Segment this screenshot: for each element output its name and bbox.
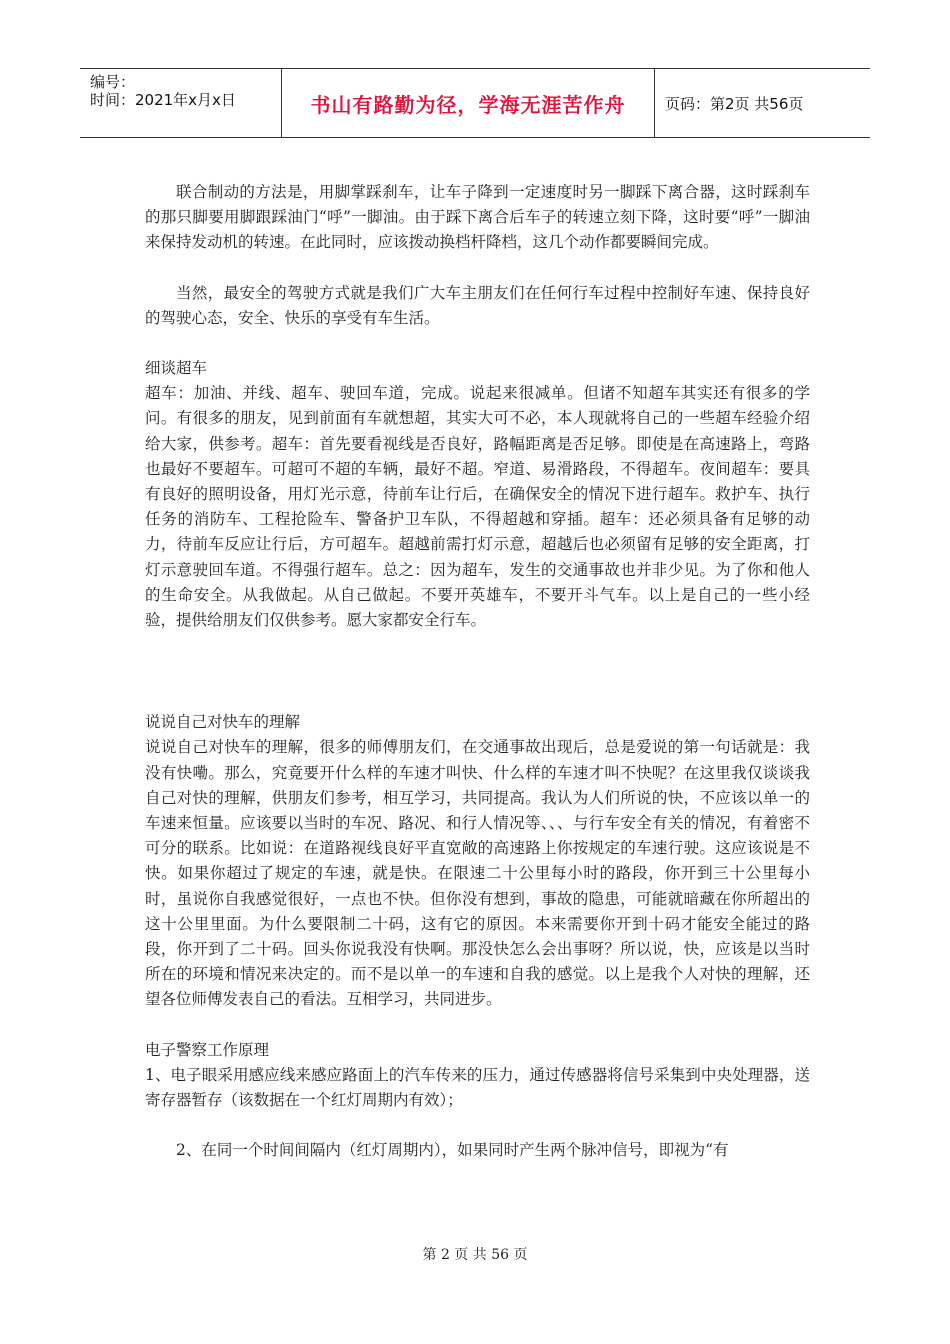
header-motto-cell [281, 69, 655, 137]
paragraph-safe-driving: 当然，最安全的驾驶方式就是我们广大车主朋友们在任何行车过程中控制好车速、保持良好的驾驶心态，安全、快乐的享受有车生活。 [145, 283, 810, 327]
list-item-1: 1、电子眼采用感应线来感应路面上的汽车传来的压力，通过传感器将信号采集到中央处理器，送寄存器暂存（该数据在一个红灯周期内有效）； [145, 1065, 810, 1110]
document-header [80, 68, 870, 138]
page-label: 页码：第2页 共56页 [665, 94, 804, 113]
paragraph-braking: 联合制动的方法是，用脚掌踩刹车，让车子降到一定速度时另一脚踩下离合器，这时踩刹车的那只脚要用脚跟踩油门“呼”一脚油。由于踩下离合后车子的转速立刻下降，这时要“呼”一脚油来保持发动机的转速。在此同时，应该拨动换档杆降档，这几个动作都要瞬间完成。 [145, 183, 810, 252]
section-title-speed: 说说自己对快车的理解 [145, 713, 301, 732]
footer-page-number: 第 2 页 共 56 页 [422, 1247, 528, 1263]
section-title-e-police: 电子警察工作原理 [145, 1040, 270, 1059]
section-title-overtaking: 细谈超车 [145, 359, 208, 378]
date-label: 时间：2021年x月x日 [90, 91, 236, 109]
motto-text: 书山有路勤为径，学海无涯苦作舟 [310, 92, 626, 117]
number-label: 编号： [90, 73, 136, 91]
section-body-speed: 说说自己对快车的理解，很多的师傅朋友们，在交通事故出现后，总是爱说的第一句话就是：我没有快嘞。那么，究竟要开什么样的车速才叫快、什么样的车速才叫不快呢？在这里我仅谈谈我自己对快的理解，供朋友们参考，相互学习，共同提高。我认为人们所说的快，不应该以单一的车速来恒量。应该要以当时的车况、路况、和行人情况等、、、与行车安全有关的情况，有着密不可分的联系。比如说：在道路视线良好平直宽敞的高速路上你按规定的车速行驶。这应该说是不快。如果你超过了规定的车速，就是快。在限速二十公里每小时的路段，你开到三十公里每小时，虽说你自我感觉很好，一点也不快。但你没有想到，事故的隐患，可能就暗藏在你所超出的这十公里里面。为什么要限制二十码，这有它的原因。本来需要你开到十码才能安全能过的路段，你开到了二十码。回头你说我没有快啊。那没快怎么会出事呀？所以说，快，应该是以当时所在的环境和情况来决定的。而不是以单一的车速和自我的感觉。以上是我个人对快的理解，还望各位师傅发表自己的看法。互相学习，共同进步。 [145, 738, 810, 1009]
document-body [145, 180, 810, 1164]
list-item-2: 2、在同一个时间间隔内（红灯周期内），如果同时产生两个脉冲信号，即视为“有 [176, 1141, 729, 1160]
section-body-overtaking: 超车：加油、并线、超车、驶回车道，完成。说起来很减单。但诸不知超车其实还有很多的学问。有很多的朋友，见到前面有车就想超，其实大可不必，本人现就将自己的一些超车经验介绍给大家，供参考。超车：首先要看视线是否良好，路幅距离是否足够。即使是在高速路上，弯路也最好不要超车。可超可不超的车辆，最好不超。窄道、易滑路段，不得超车。夜间超车：要具有良好的照明设备，用灯光示意，待前车让行后，在确保安全的情况下进行超车。救护车、执行任务的消防车、工程抢险车、警备护卫车队，不得超越和穿插。超车：还必须具备有足够的动力，待前车反应让行后，方可超车。超越前需打灯示意，超越后也必须留有足够的安全距离，打灯示意驶回车道。不得强行超车。总之：因为超车，发生的交通事故也并非少见。为了你和他人的生命安全。从我做起。从自己做起。不要开英雄车，不要开斗气车。以上是自己的一些小经验，提供给朋友们仅供参考。愿大家都安全行车。 [145, 384, 810, 630]
page-footer [0, 1244, 950, 1264]
header-meta [80, 69, 281, 137]
header-page-cell [655, 69, 870, 137]
